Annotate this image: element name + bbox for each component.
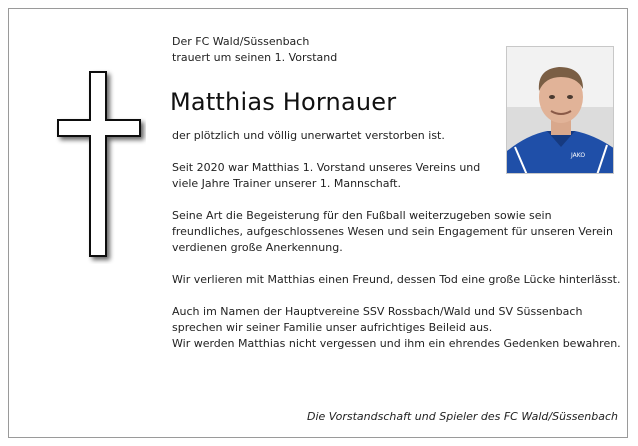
club-name-line: Der FC Wald/Süssenbach <box>172 35 310 48</box>
paragraph-role: Seit 2020 war Matthias 1. Vorstand unseres Vereins und viele Jahre Trainer unserer 1. Mannschaft. <box>172 161 481 190</box>
paragraph-condolence: Auch im Namen der Hauptvereine SSV Rossbach/Wald und SV Süssenbach sprechen wir seiner Familie unser aufrichtiges Beileid aus. <box>172 305 583 334</box>
paragraph-remembrance: Wir werden Matthias nicht vergessen und ihm ein ehrendes Gedenken bewahren. <box>172 337 621 350</box>
signature: Die Vorstandschaft und Spieler des FC Wald/Süssenbach <box>306 410 618 423</box>
portrait-photo <box>506 46 614 174</box>
jersey-brand-text: JAKO <box>571 152 586 159</box>
deceased-name: Matthias Hornauer <box>170 88 397 116</box>
mourning-line: trauert um seinen 1. Vorstand <box>172 51 338 64</box>
paragraph-tribute: Seine Art die Begeisterung für den Fußball weiterzugeben sowie sein freundliches, aufgeschlossenes Wesen und sein Engagement für unseren Verein verdienen große Anerkennung. <box>172 209 613 254</box>
cross-icon <box>54 68 146 264</box>
intro-text <box>172 34 337 66</box>
portrait-image <box>507 47 614 174</box>
paragraph-loss: Wir verlieren mit Matthias einen Freund, dessen Tod eine große Lücke hinterlässt. <box>172 273 621 286</box>
paragraph-death: der plötzlich und völlig unerwartet verstorben ist. <box>172 129 445 142</box>
